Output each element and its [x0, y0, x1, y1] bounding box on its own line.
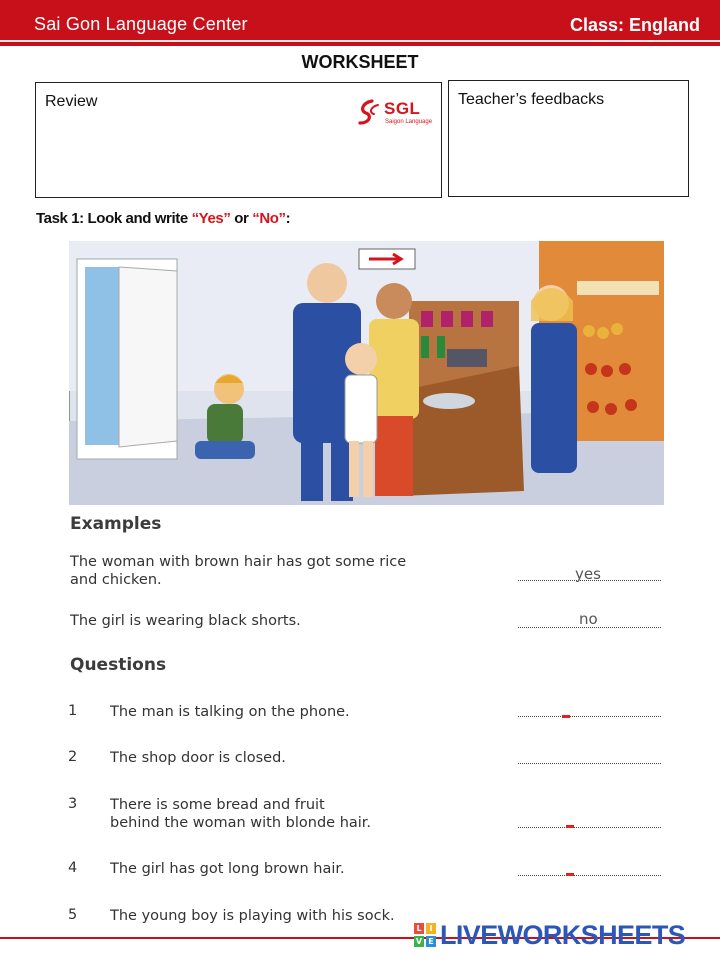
- header-bar: [0, 0, 720, 46]
- class-label: Class: England: [569, 15, 700, 35]
- liveworksheets-wordmark: LIVEWORKSHEETS: [440, 919, 686, 950]
- school-name: Sai Gon Language Center: [34, 14, 248, 34]
- question-3-text: There is some bread and fruit behind the woman with blonde hair.: [110, 797, 372, 831]
- example-2-text: The girl is wearing black shorts.: [70, 613, 301, 629]
- question-3-answer-marker: [566, 825, 574, 828]
- review-label: Review: [45, 93, 98, 110]
- example-2-answer: no: [579, 610, 598, 628]
- question-3-number: 3: [68, 796, 78, 812]
- questions-heading: Questions: [70, 655, 167, 675]
- logo-text: SGL: [384, 99, 421, 118]
- question-5-text: The young boy is playing with his sock.: [110, 908, 395, 924]
- question-4-text: The girl has got long brown hair.: [110, 861, 345, 877]
- question-1-number: 1: [68, 703, 78, 719]
- teacher-feedback-box: [448, 80, 689, 197]
- question-2-answer-input[interactable]: [518, 763, 661, 764]
- question-2-number: 2: [68, 749, 78, 765]
- example-1-text: The woman with brown hair has got some rice and chicken.: [70, 554, 407, 588]
- example-1-answer: yes: [575, 565, 601, 583]
- yes-word: Yes: [198, 210, 224, 227]
- shop-scene-illustration: [69, 241, 664, 505]
- question-3-answer-input[interactable]: [518, 827, 661, 828]
- header-divider: [0, 40, 720, 42]
- question-4-number: 4: [68, 860, 78, 876]
- logo-subtitle: Saigon Language: [385, 119, 433, 125]
- question-2-text: The shop door is closed.: [110, 750, 286, 766]
- question-4-answer-input[interactable]: [518, 875, 661, 876]
- feedback-label: Teacher’s feedbacks: [458, 91, 605, 108]
- question-5-number: 5: [68, 907, 78, 923]
- liveworksheets-badge-icon: L I V E: [414, 922, 438, 948]
- question-1-text: The man is talking on the phone.: [110, 704, 350, 720]
- examples-heading: Examples: [70, 514, 162, 534]
- no-word: No: [259, 210, 279, 227]
- task-instruction: Task 1: Look and write “Yes” or “No”:: [36, 210, 291, 227]
- question-1-answer-input[interactable]: [518, 716, 661, 717]
- worksheet-title: WORKSHEET: [301, 52, 419, 72]
- liveworksheets-brand: [414, 920, 685, 950]
- question-4-answer-marker: [566, 873, 574, 876]
- question-1-answer-marker: [562, 715, 570, 718]
